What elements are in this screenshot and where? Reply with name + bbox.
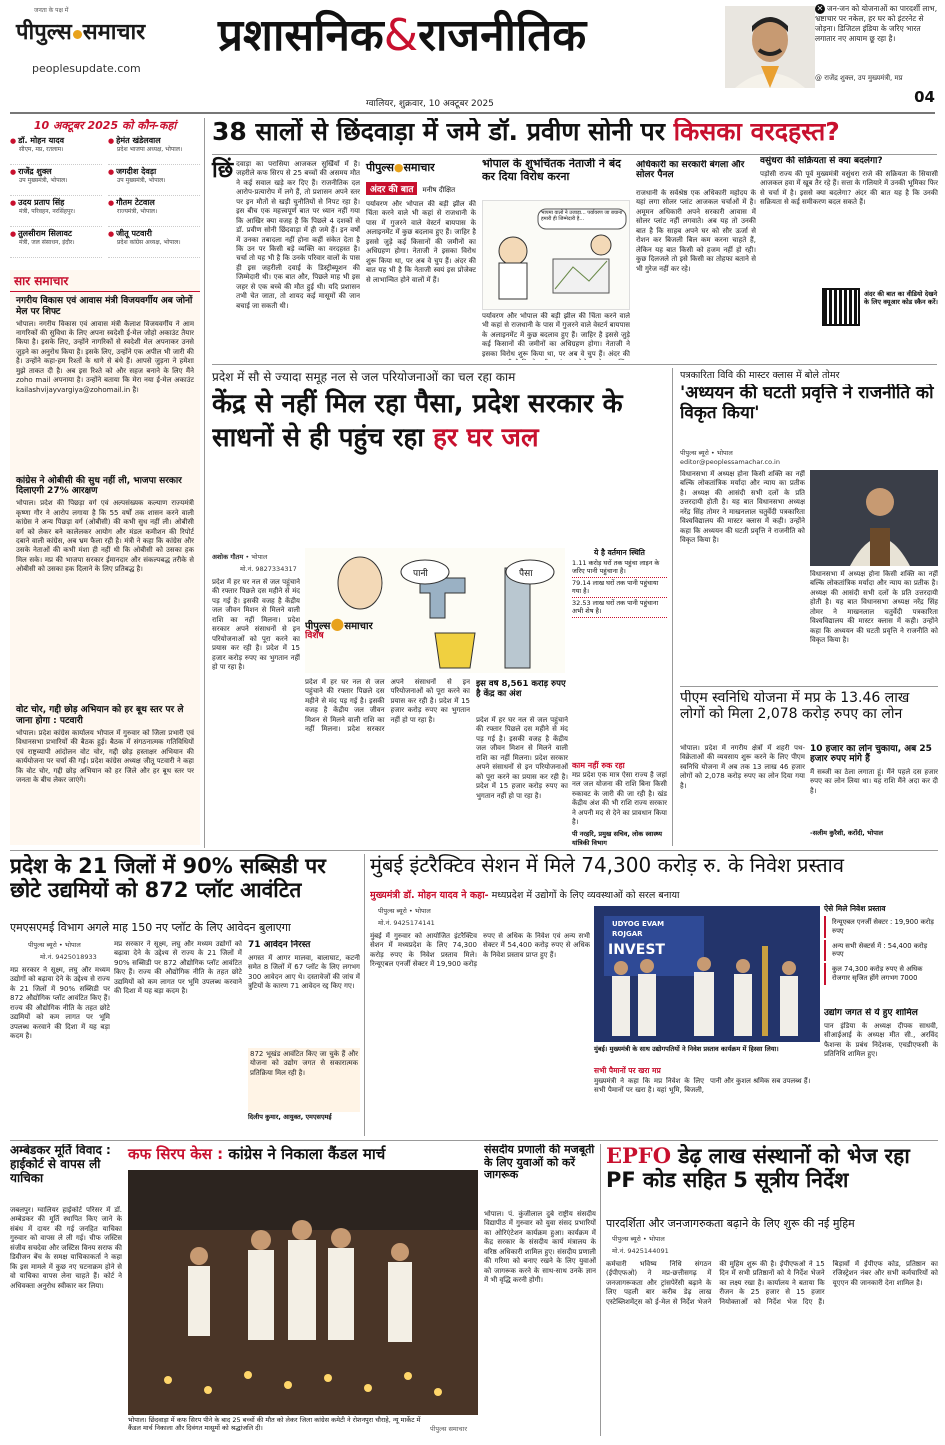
officer-body: राजधानी के सर्वश्रेष्ठ एक अधिकारी महोदय के यहां लगा सोलर प्लांट आजकल चर्चाओं में है। अमूमन अधिकारी अपने सरकारी आवास में सोलर प्लांट नहीं लगवाते। अब यह तो उनकी बात है कि साहब अपने घर को सौर ऊर्जा से रोशन कर बिजली बिल कम करना चाहते हैं, लेकिन यह बात किसी को हजम नहीं हो रही। कुछ दिलजले तो इसे किसी का तोहफा बताने से भी गुरेज नहीं कर रहे।: [636, 189, 756, 273]
water-subbody: प्रदेश में हर घर नल से जल पहुंचाने की रफ्तार पिछले दस महीने से मंद पड़ गई है। इसकी वजह है केंद्रीय जल जीवन मिशन से मिलने वाली राशि का नहीं मिलना। प्रदेश सरकार अपने संसाधनों से इन परियोजनाओं को पूरा करने का प्रयास कर रही है। प्रदेश में 15 हजार करोड़ रुपए का भुगतान नहीं हो पा रहा है।: [476, 716, 568, 800]
logo-right: समाचार: [82, 20, 146, 45]
subsidy-mobile: मो.नं. 9425018933: [40, 953, 97, 961]
ambedkar-headline: अम्बेडकर मूर्ति विवाद : हाईकोर्ट से वापस ली याचिका: [10, 1144, 111, 1185]
svanidhi-body: भोपाल। प्रदेश में नगरीय क्षेत्रों में शहरी पथ-विक्रेताओं की व्यवसाय शुरू करने के लिए पीएम स्वनिधि योजना में अब तक 13 लाख 46 हजार लोगों को 2,078 करोड़ रुपए का लोन दिया गया है।: [680, 744, 805, 790]
andar-label: अंदर की बात: [366, 182, 417, 195]
person-detail: उप मुख्यमंत्री, भोपाल।: [19, 176, 68, 184]
quote-label: काम नहीं रुक रहा: [572, 761, 625, 770]
candle-photo: [128, 1170, 478, 1415]
person-name: जीतू पटवारी: [116, 229, 152, 238]
journalism-headline: 'अध्ययन की घटती प्रवृत्ति ने राजनीति को विकृत किया': [680, 384, 934, 423]
location-pin-icon: ●: [108, 230, 115, 238]
journalism-photo: [810, 470, 938, 566]
quote-photo: [725, 6, 815, 88]
saar-item: [16, 476, 194, 700]
vishesh-logo-a: पीपुल्स: [305, 621, 331, 632]
epfo-deck: पारदर्शिता और जनजागरुकता बढ़ाने के लिए शुरू की नई मुहिम: [606, 1217, 855, 1230]
water-headline-a: केंद्र से नहीं मिल रहा पैसा, प्रदेश सरकार के साधनों से ही पहुंच रहा: [212, 389, 623, 453]
location-pin-icon: ●: [10, 230, 17, 238]
location-pin-icon: ●: [10, 168, 17, 176]
mumbai-subbody: मुख्यमंत्री ने कहा कि मप्र निवेश के लिए सभी पैमानों पर खरा है। यहां भूमि, बिजली, पानी और कुशल श्रमिक सब उपलब्ध हैं।: [594, 1077, 811, 1095]
mumbai-bureau: पीपुल्स ब्यूरो: [378, 907, 407, 915]
andar-ki-baat: [366, 160, 476, 360]
section-title-b: राजनीतिक: [418, 10, 587, 61]
journalism-city: भोपाल: [716, 449, 733, 457]
quote-author: पी नरहरि, प्रमुख सचिव, लोक स्वास्थ्य यांत्रिकी विभाग: [572, 830, 662, 847]
lead-headline-a: 38 सालों से छिंदवाड़ा में जमे डॉ. प्रवीण सोनी पर: [212, 118, 674, 146]
masthead-rule: [10, 112, 935, 114]
svanidhi-side-author: -सलीम कुरैशी, करोंदी, भोपाल: [810, 829, 884, 837]
highlights-list: [824, 916, 938, 985]
qr-caption: अंदर की बात का वीडियो देखने के लिए क्यूआर कोड स्कैन करें।: [864, 290, 938, 307]
candle-headline-bar: [128, 1144, 478, 1166]
logo-left: पीपुल्स: [16, 20, 72, 45]
banner-line-b: ROJGAR: [612, 930, 643, 938]
subsidy-side: [248, 940, 360, 1136]
who-where-person: [108, 136, 200, 165]
mid-rule-1: [212, 364, 937, 365]
svanidhi-side-head: 10 हजार का लोन चुकाया, अब 25 हजार रुपए मांगे हैं: [810, 744, 932, 765]
journalism-body: विधानसभा में अध्यक्ष होना किसी शक्ति का नहीं बल्कि लोकतांत्रिक मर्यादा और न्याय का प्रतीक है। अध्यक्ष की आसंदी सभी दलों के प्रति उत्तरदायी होती है। यह बात विधानसभा अध्यक्ष नरेंद्र सिंह तोमर ने माखनलाल चतुर्वेदी पत्रकारिता विश्वविद्यालय की मास्टर क्लास में कही। उन्होंने कहा कि अध्ययन की घटती प्रवृत्ति ने राजनीति को विकृत किया है।: [680, 470, 805, 545]
epfo-body: कर्मचारी भविष्य निधि संगठन (ईपीएफओ) ने मप्र-छत्तीसगढ़ में जनजागरूकता और ट्रांसपेरेंसी बढ़ाने के लिए पहली बार करीब डेढ़ लाख एस्टेब्लिशमेंट्स को ई-मेल से निर्देश भेजने की मुहिम शुरू की है। ईपीएफओ ने 15 दिन में सभी प्रतिष्ठानों को ये निर्देश भेजने का लक्ष्य रखा है। कार्यालय ने बताया कि रीजन के 25 हजार से 15 हजार नियोक्ताओं को निर्देश भेज दिए हैं। बिड़ावों में ईपीएफ कोड, प्रतिष्ठान का रजिस्ट्रेशन नंबर और सभी कर्मचारियों को यूएएन की जानकारी देना शामिल है।: [606, 1260, 938, 1306]
person-detail: प्रदेश भाजपा अध्यक्ष, भोपाल।: [117, 145, 183, 153]
andar-continued: [482, 312, 630, 360]
water-status-list: [572, 558, 667, 618]
water-quote: [572, 640, 667, 845]
x-icon: ✕: [816, 4, 824, 13]
saar-item-body: भोपाल। प्रदेश कांग्रेस कार्यालय भोपाल में गुरुवार को जिला प्रभारी एवं विधानसभा प्रभारियों की बैठक हुई। बैठक में संगठनात्मक गतिविधियों एवं राष्ट्रव्यापी आंदोलन वोट चोर, गद्दी छोड़ हस्ताक्षर अभियान की कार्ययोजना पर चर्चा की गई। प्रदेश कांग्रेस अध्यक्ष जीतू पटवारी ने कहा कि वोट चोर, गद्दी छोड़ अभियान को हर जिले और हर बूथ स्तर पर जनता के बीच लेकर जाएंगे।: [16, 728, 194, 784]
andar-body-cont: पर्यावरण और भोपाल की बड़ी झील की चिंता करने वाले भी कहां से राजधानी के पास में गुजरने वाले वेस्टर्न बायपास के अलाइनमेंट में कुछ बदलाव हुए हैं। जाहिर है इससे जुड़े कई किसानों की जमीनों का अधिग्रहण होगा। नेताजी ने इसका विरोध शुरू किया था, पर अब वे चुप हैं। अंदर की: [482, 312, 630, 358]
epfo-mobile: मो.नं. 9425144091: [612, 1247, 669, 1255]
svanidhi-side-body: मैं सब्जी का ठेला लगाता हूं। मैंने पहले दस हजार रुपए का लोन लिया था। यह राशि मैंने अदा कर दी है।: [810, 768, 938, 795]
who-where-title: 10 अक्टूबर 2025 को कौन-कहां: [33, 119, 177, 132]
saar-title: सार समाचार: [10, 270, 200, 292]
who-where-person: [10, 136, 102, 165]
epfo-headline: [606, 1144, 938, 1214]
lead-headline-b: किसका वरदहस्त?: [673, 118, 840, 146]
cartoon-caption: भापमा वालो ने उजाड़ा... पर्यावरण जा बचाना हमारी ही जिम्मेदारी है...: [541, 210, 623, 222]
status-item: 32.53 लाख घरों तक पानी पहुंचाना अभी शेष है।: [572, 598, 667, 618]
subsidy-subbody: अगस्त में आगर मालवा, बालाघाट, कटनी समेत 8 जिलों में 67 प्लॉट के लिए लगभग 300 आवेदन आए थे। दस्तावेजों की जांच में त्रुटियों के कारण 71 आवेदन रद्द किए गए।: [248, 954, 360, 991]
who-where-person: [10, 198, 102, 227]
section-title: [218, 10, 587, 61]
col-rule-mid: [364, 854, 365, 1136]
journalism-byline: पीपुल्स ब्यूरो • भोपाल: [680, 449, 733, 457]
banner-line-a: UDYOG EVAM: [612, 920, 665, 928]
person-name: हेमंत खंडेलवाल: [116, 136, 161, 145]
andar-body: पर्यावरण और भोपाल की बड़ी झील की चिंता करने वाले भी कहां से राजधानी के पास में गुजरने वाले वेस्टर्न बायपास के अलाइनमेंट में कुछ बदलाव हुए हैं। जाहिर है इससे जुड़े कई किसानों की जमीनों का अधिग्रहण होगा। नेताजी ने इसका विरोध शुरू किया था, पर अब वे चुप हैं। अंदर की बात यह भी है कि नेताजी स्वयं इस प्रोजेक्ट से लाभान्वित होने वालों में हैं।: [366, 200, 476, 284]
epfo-bureau: पीपुल्स ब्यूरो: [612, 1235, 641, 1243]
mumbai-side: [824, 1008, 938, 1136]
location-pin-icon: ●: [10, 137, 17, 145]
mumbai-deck-a: मुख्यमंत्री डॉ. मोहन यादव ने कहा-: [370, 890, 489, 901]
subsidy-deck: एमएसएमई विभाग अगले माह 150 नए प्लॉट के लिए आवेदन बुलाएगा: [10, 921, 291, 934]
journalism-bureau: पीपुल्स ब्यूरो: [680, 449, 709, 457]
journalism-body-2: विधानसभा में अध्यक्ष होना किसी शक्ति का नहीं बल्कि लोकतांत्रिक मर्यादा और न्याय का प्रतीक है। अध्यक्ष की आसंदी सभी दलों के प्रति उत्तरदायी होती है। यह बात विधानसभा अध्यक्ष नरेंद्र सिंह तोमर ने माखनलाल चतुर्वेदी पत्रकारिता विश्वविद्यालय की मास्टर क्लास में कही। उन्होंने कहा कि अध्ययन की घटती प्रवृत्ति ने राजनीति को विकृत किया है।: [810, 570, 938, 645]
vishesh-dot-icon: ●: [330, 614, 345, 633]
quote-box: [815, 4, 940, 86]
officer-headline: अधिकारी का सरकारी बंगला और सोलर पैनल: [636, 160, 745, 181]
epfo-headline-a: EPFO: [606, 1144, 671, 1168]
vasundhara-story: [760, 156, 938, 356]
saar-box: [10, 270, 200, 845]
masthead-tagline: जनता के पक्ष में: [34, 7, 69, 14]
section-title-a: प्रशासनिक: [218, 10, 384, 61]
masthead: [0, 0, 945, 120]
location-pin-icon: ●: [108, 168, 115, 176]
epfo-headline-b: डेढ़ लाख संस्थानों को भेज रहा PF कोड सहित 5 सूत्रीय निर्देश: [606, 1144, 910, 1193]
mumbai-byline: पीपुल्स ब्यूरो • भोपाल: [378, 907, 431, 915]
subsidy-byline: पीपुल्स ब्यूरो • भोपाल: [28, 941, 81, 949]
person-name: गौतम टेटवाल: [116, 198, 155, 207]
page-number: 04: [914, 88, 935, 106]
subsidy-subhead: 71 आवेदन निरस्त: [248, 940, 311, 950]
water-kicker: प्रदेश में सौ से ज्यादा समूह नल से जल परियोजनाओं का चल रहा काम: [212, 370, 516, 384]
mid-rule-2: [10, 850, 938, 851]
water-mobile: मो.नं. 9827334317: [240, 565, 297, 573]
saar-item-head: नगरीय विकास एवं आवास मंत्री विजयवर्गीय अब जोनों मेल पर शिफ्ट: [16, 296, 193, 317]
section-title-amp: &: [383, 10, 419, 61]
who-where-person: [108, 198, 200, 227]
water-subhead: इस वर्ष 8,561 करोड़ रुपए है केंद्र का अंश: [476, 680, 566, 699]
person-name: राजेंद्र शुक्ल: [18, 167, 52, 176]
journalism-rule: [680, 686, 938, 687]
officer-story: [636, 160, 756, 360]
water-headline: [212, 388, 667, 478]
water-status-box: [572, 548, 667, 632]
highlight-item: अन्य सभी सेक्टर्स में : 54,400 करोड़ रुपए: [824, 940, 938, 962]
person-detail: राज्यमंत्री, भोपाल।: [117, 207, 158, 215]
saar-item-body: भोपाल। नगरीय विकास एवं आवास मंत्री कैलाश विजयवर्गीय ने आम नागरिकों की सुविधा के लिए अपना स्वदेशी ई-मेल जोहो अकाउंट तैयार किया है। इसके लिए, उन्होंने नागरिकों से स्वदेशी मेल अपनाकर उनसे जुड़ने का अनुरोध किया है। इसके लिए, उन्होंने एक अपील भी जारी की है। उन्होंने कहा-हम रिश्तों के धागे से बंधे हैं। आपसे जुड़ना ने हमेशा मुझे ताकत दी है। अब इस रिश्ते को और सहज बनाने के लिए मैंने zoho mail अपनाया है। उन्होंने बताया कि मेरा नया ई-मेल अकाउंट kailashvijayvargiya@zohomail.in है।: [16, 319, 194, 394]
politician-portrait: [725, 6, 815, 88]
who-where-box: [10, 118, 200, 266]
water-city: भोपाल: [251, 553, 268, 561]
andar-logo: पीपुल्स●समाचार: [366, 161, 435, 174]
andar-cartoon: [482, 200, 630, 310]
speaker-photo: [810, 470, 938, 566]
vishesh-label: विशेष: [305, 631, 324, 641]
quote-text: मप्र प्रदेश एक मात्र ऐसा राज्य है जहां नल जल योजना की राशि बिना किसी रुकावट के जारी की जा रही है। खंड केंद्रीय अंश की भी राशि राज्य सरकार ने अपनी मद से देने का प्रावधान किया है।: [572, 771, 667, 827]
saar-list: [10, 292, 200, 909]
vishesh-logo-b: समाचार: [344, 621, 373, 632]
mumbai-subhead: सभी पैमानों पर खरा मप्र: [594, 1066, 661, 1075]
saar-item: [16, 296, 194, 470]
person-name: जगदीश देवड़ा: [116, 167, 157, 176]
epfo-byline: पीपुल्स ब्यूरो • भोपाल: [612, 1235, 665, 1243]
person-detail: उप मुख्यमंत्री, भोपाल।: [117, 176, 166, 184]
who-where-person: [10, 229, 102, 258]
site-url[interactable]: peoplesupdate.com: [32, 62, 141, 75]
newspaper-logo[interactable]: [16, 16, 206, 68]
vasundhara-body: पड़ोसी राज्य की पूर्व मुख्यमंत्री वसुंधरा राजे की सक्रियता के सियासी आजकल हवा में खूब तैर रहे हैं। सत्ता के गलियारे में उनकी भूमिका फिर से चर्चा में है। इससे क्या बदलेगा? अंदर की बात यह है कि उनकी सक्रियता से कई समीकरण बदल सकते हैं।: [760, 170, 938, 207]
mumbai-photo-caption: मुंबई। मुख्यमंत्री के साथ उद्योगपतियों ने निवेश प्रस्ताव कार्यक्रम में हिस्सा लिया।: [594, 1045, 779, 1053]
person-name: तुलसीराम सिलावट: [18, 229, 72, 238]
andar-headline: भोपाल के शुभचिंतक नेताजी ने बंद कर दिया विरोध करना: [482, 158, 621, 183]
lead-headline: [212, 118, 937, 152]
cartoon-bubble-money: पैसा: [519, 569, 533, 579]
banner-line-c: INVEST: [608, 942, 665, 958]
col-rule-right: [672, 368, 673, 846]
journalism-email[interactable]: editor@peoplessamachar.co.in: [680, 458, 780, 466]
mumbai-deck-b: मध्यप्रदेश में उद्योगों के लिए व्यवस्थाओं को सरल बनाया: [488, 890, 680, 901]
journalism-kicker: पत्रकारिता विवि की मास्टर क्लास में बोले तोमर: [680, 370, 840, 381]
mumbai-photo: [594, 906, 820, 1042]
water-byline: अशोक गौतम • भोपाल: [212, 553, 268, 561]
subsidy-headline: प्रदेश के 21 जिलों में 90% सब्सिडी पर छोटे उद्यमियों को 872 प्लॉट आवंटित: [10, 854, 326, 903]
water-body-2: प्रदेश में हर घर नल से जल पहुंचाने की रफ्तार पिछले दस महीने से मंद पड़ गई है। इसकी वजह है केंद्रीय जल जीवन मिशन से मिलने वाली राशि का नहीं मिलना। प्रदेश सरकार अपने संसाधनों से इन परियोजनाओं को पूरा करने का प्रयास कर रही है। प्रदेश में 15 हजार करोड़ रुपए का भुगतान नहीं हो पा रहा है।: [305, 678, 470, 734]
svanidhi-side: [810, 744, 938, 846]
water-status-title: ये है वर्तमान स्थिति: [594, 548, 645, 557]
highlight-item: रिन्यूएबल एनर्जी सेक्टर : 19,900 करोड़ रुपए: [824, 916, 938, 938]
mumbai-side-head: उद्योग जगत से ये हुए शामिल: [824, 1008, 918, 1018]
location-pin-icon: ●: [10, 199, 17, 207]
person-detail: प्रदेश कांग्रेस अध्यक्ष, भोपाल।: [117, 238, 181, 246]
quote-text: जन-जन को योजनाओं का पारदर्शी लाभ, भ्रष्टाचार पर नकेल, हर घर को इंटरनेट से जोड़ना। डिजिटल इंडिया के जरिए भारत लगातार नए आयाम छू रहा है।: [815, 4, 938, 44]
candle-headline-b: कांग्रेस ने निकाला कैंडल मार्च: [228, 1145, 386, 1163]
status-item: 1.11 करोड़ घरों तक पहुंचा लाइन के जरिए पानी पहुंचाना है।: [572, 558, 667, 578]
water-headline-b: हर घर जल: [433, 422, 539, 453]
who-where-list: [10, 136, 200, 258]
subsidy-bureau: पीपुल्स ब्यूरो: [28, 941, 57, 949]
dateline: ग्वालियर, शुक्रवार, 10 अक्टूबर 2025: [366, 99, 494, 109]
water-author: अशोक गौतम: [212, 553, 244, 561]
mumbai-deck: [370, 888, 820, 901]
lead-body: दवाड़ा का परासिया आजकल सुर्खियों में है। जहरीले कफ सिरप से 25 बच्चों की असमय मौत ने कई सवाल खड़े कर दिए हैं। राजनीतिक दल आरोप-प्रत्यारोप में लगे हैं, तो प्रशासन अपने स्तर पर इन मौतों से खड़ी चुनौतियों से निपट रहा है। इस बीच एक महत्त्वपूर्ण बात पर ध्यान नहीं गया कि आखिर क्या वजह है कि पिछले 4 दशकों से डॉ. प्रवीण सोनी छिंदवाड़ा में ही जमे हैं। इन वर्षों में उनका तबादला नहीं होना कहीं संकेत देता है कि उन पर किसी बड़े व्यक्ति का वरदहस्त है। चर्चा तो यह भी है कि उनके परिवार वालों के पास ही इस जहरीली दवाई के डिस्ट्रीब्यूशन की जिम्मेदारी थी। एक बात और, पिछले माह भी इस जहर से एक बच्चे की मौत हुई थी। यदि प्रशासन तभी चेत जाता, तो शायद कई मासूमों की जान बचाई जा सकती थी।: [236, 160, 360, 310]
parliament-body: भोपाल। पं. कुंजीलाल दुबे राष्ट्रीय संसदीय विद्यापीठ में गुरुवार को युवा संसद प्रभारियों का ओरिएंटेशन कार्यक्रम हुआ। कार्यक्रम में केंद्र सरकार के संसदीय कार्य मंत्रालय के वरिष्ठ अधिकारी शामिल हुए। संसदीय प्रणाली की गरिमा को बनाए रखने के लिए युवाओं को जागरूक करने के साथ-साथ उनके ज्ञान में भी वृद्धि करनी होगी।: [484, 1210, 596, 1285]
quote-author: @ राजेंद्र शुक्ल, उप मुख्यमंत्री, मप्र: [815, 74, 903, 82]
water-body: प्रदेश में हर घर नल से जल पहुंचाने की रफ्तार पिछले दस महीने से मंद पड़ गई है। इसकी वजह है केंद्रीय जल जीवन मिशन से मिलने वाली राशि का नहीं मिलना। प्रदेश सरकार अपने संसाधनों से इन परियोजनाओं को पूरा करने का प्रयास कर रही है। प्रदेश में 15 हजार करोड़ रुपए का भुगतान नहीं हो पा रहा है।: [212, 578, 300, 671]
person-name: उदय प्रताप सिंह: [18, 198, 65, 207]
saar-item-body: भोपाल। प्रदेश की पिछड़ा वर्ग एवं अल्पसंख्यक कल्याण राज्यमंत्री कृष्णा गौर ने आरोप लगाया है कि 55 वर्षों तक शासन करने वाली कांग्रेस ने अन्य पिछड़ा वर्ग (ओबीसी) की कभी सुध नहीं ली। ओबीसी वर्ग को लेकर बने कालेलकर आयोग और मंडल कमीशन की रिपोर्ट दबाने वाली कांग्रेस, अब भ्रम फैला रही है। मंत्री ने कहा कि कांग्रेस और उसके नेताओं की कभी मंशा ही नहीं थी कि ओबीसी को उसका हक मिल सके। मप्र की भाजपा सरकार ईमानदार और संकल्पबद्ध तरीके से ओबीसी को उसका हक दिलाने के लिए प्रतिबद्ध है।: [16, 499, 194, 574]
logo-dot-icon: [73, 30, 82, 39]
ambedkar-body: जबलपुर। ग्वालियर हाईकोर्ट परिसर में डॉ. अम्बेडकर की मूर्ति स्थापित किए जाने के संबंध में दायर की गई जनहित याचिका गुरुवार को वापस ले ली गई। चीफ जस्टिस संजीव सचदेवा और जस्टिस विनय सराफ की डिवीजन बेंच के समक्ष याचिकाकर्ता ने कहा कि इस मामले में कुछ नए घटनाक्रम होने से वो याचिका वापस लेना चाहते हैं। कोर्ट ने अधिवक्ता अनुरोध स्वीकार कर लिया।: [10, 1206, 122, 1290]
mumbai-headline: मुंबई इंटरैक्टिव सेशन में मिले 74,300 करोड़ रु. के निवेश प्रस्ताव: [370, 854, 844, 877]
col-rule-bottom: [600, 1144, 601, 1436]
lead-rule: [212, 154, 937, 155]
person-detail: मंत्री, जल संसाधन, इंदौर।: [19, 238, 75, 246]
mumbai-mobile: मो.नं. 9425174141: [378, 919, 435, 927]
cartoon-bubble-water: पानी: [413, 569, 428, 579]
mumbai-side-body: पान इंडिया के अध्यक्ष दीपक साधवी, सीआईआई के अध्यक्ष मीत सी., अरविंद फैशन्स के प्रबंध निदेशक, एचडीएफसी के प्रतिनिधि शामिल हुए।: [824, 1022, 938, 1059]
person-name: डॉ. मोहन यादव: [18, 136, 65, 145]
subsidy-note: 872 भूखंड आवंटित किए जा चुके हैं और योजना को उद्योग जगत से सकारात्मक प्रतिक्रिया मिल रही है।: [248, 1048, 360, 1112]
subsidy-body: मप्र सरकार ने सूक्ष्म, लघु और मध्यम उद्योगों को बढ़ावा देने के उद्देश्य से राज्य के 21 जिलों में 90% सब्सिडी पर 872 औद्योगिक प्लॉट आवंटित किए हैं। राज्य की औद्योगिक नीति के तहत छोटे उद्यमियों को कम लागत पर भूमि उपलब्ध करवाने की दिशा में यह बड़ा कदम है।: [10, 966, 110, 1041]
epfo-city: भोपाल: [648, 1235, 665, 1243]
subsidy-body-2: मप्र सरकार ने सूक्ष्म, लघु और मध्यम उद्योगों को बढ़ावा देने के उद्देश्य से राज्य के 21 जिलों में 90% सब्सिडी पर 872 औद्योगिक प्लॉट आवंटित किए हैं। राज्य की औद्योगिक नीति के तहत छोटे उद्यमियों को कम लागत पर भूमि उपलब्ध करवाने की दिशा में यह बड़ा कदम है।: [114, 940, 242, 996]
location-pin-icon: ●: [108, 199, 115, 207]
saar-item-head: वोट चोर, गद्दी छोड़ अभियान को हर बूथ स्तर पर ले जाना होगा : पटवारी: [16, 705, 184, 726]
candle-caption: भोपाल। छिंदवाड़ा में कफ सिरप पीने के बाद 25 बच्चों की मौत को लेकर जिला कांग्रेस कमेटी ने रोशनपुरा चौराहे, न्यू मार्केट में कैंडल मार्च निकाला और दिवंगत मासूमों को श्रद्धांजलि दी।: [128, 1416, 421, 1433]
vasundhara-headline: वसुंधरा की सक्रियता से क्या बदलेगा?: [760, 156, 883, 166]
subsidy-city: भोपाल: [64, 941, 81, 949]
mumbai-body: मुंबई में गुरुवार को आयोजित इंटरैक्टिव सेशन में मध्यप्रदेश के लिए 74,300 करोड़ रुपए के निवेश प्रस्ताव मिले। रिन्यूएबल एनर्जी सेक्टर में 19,900 करोड़ रुपए से अधिक के निवेश एवं अन्य सभी सेक्टर में 54,400 करोड़ रुपए से अधिक के निवेश प्रस्ताव प्राप्त हुए हैं।: [370, 932, 590, 969]
qr-code[interactable]: [822, 288, 860, 326]
andar-author: मनीष दीक्षित: [422, 186, 456, 194]
location-pin-icon: ●: [108, 137, 115, 145]
highlight-item: कुल 74,300 करोड़ रुपए से अधिक रोजगार सृजित होंगे लगभग 7000: [824, 963, 938, 985]
svanidhi-headline: पीएम स्वनिधि योजना में मप्र के 13.46 लाख लोगों को मिला 2,078 करोड़ रुपए का लोन: [680, 690, 910, 723]
who-where-person: [10, 167, 102, 196]
subsidy-note-author: दिलीप कुमार, आयुक्त, एमएसएमई: [248, 1113, 332, 1121]
parliament-headline: संसदीय प्रणाली की मजबूती के लिए युवाओं को करें जागरूक: [484, 1144, 595, 1182]
lead-dropcap: छिं: [212, 158, 234, 183]
person-detail: मंत्री, परिवहन, नरसिंहपुर।: [19, 207, 76, 215]
mid-rule-3: [10, 1140, 938, 1141]
saar-item-head: कांग्रेस ने ओबीसी की सुध नहीं ली, भाजपा सरकार दिलाएगी 27% आरक्षण: [16, 475, 182, 497]
candle-march-photo: [128, 1170, 478, 1415]
water-cartoon: [305, 548, 565, 673]
who-where-person: [108, 229, 200, 258]
status-item: 79.14 लाख घरों तक पानी पहुंचाया गया है।: [572, 578, 667, 598]
person-detail: सीएम, मप्र, रतलाम।: [19, 145, 64, 153]
candle-headline-a: कफ सिरप केस :: [128, 1145, 229, 1163]
who-where-person: [108, 167, 200, 196]
lead-story: [212, 160, 360, 360]
candle-credit: पीपुल्स समाचार: [430, 1425, 467, 1433]
mumbai-highlights: [824, 904, 938, 1008]
col-rule-left: [204, 118, 205, 848]
mumbai-city: भोपाल: [414, 907, 431, 915]
highlights-title: ऐसे मिले निवेश प्रस्ताव: [824, 904, 886, 913]
mumbai-sub: [594, 1058, 820, 1136]
